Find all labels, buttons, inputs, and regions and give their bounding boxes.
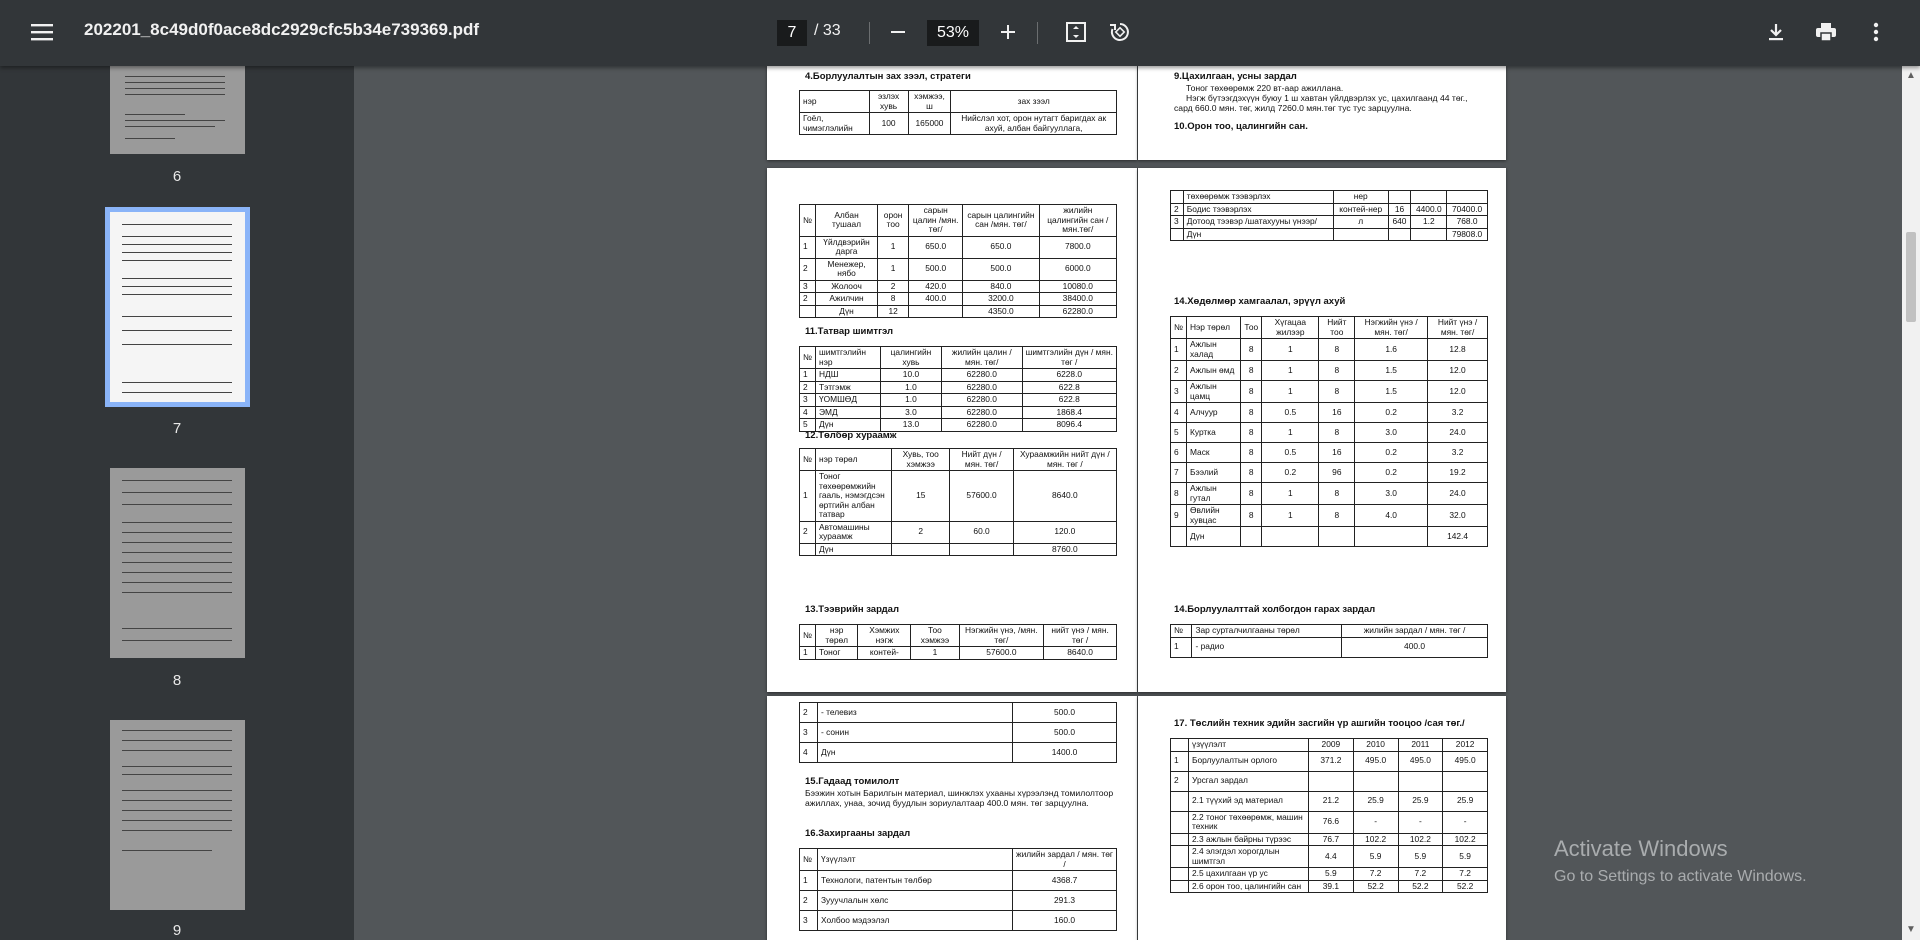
section-title: 15.Гадаад томилолт (805, 776, 900, 787)
thumbnail-label: 7 (172, 420, 182, 437)
scroll-down-arrow-icon[interactable]: ▼ (1906, 924, 1916, 935)
section-title: 9.Цахилгаан, усны зардал (1174, 71, 1297, 82)
pdf-page (767, 168, 1137, 692)
toolbar-divider (869, 22, 870, 44)
main-scroll-thumb[interactable] (1906, 232, 1916, 322)
thumbnail-page-9[interactable] (110, 720, 245, 910)
page-total: / 33 (814, 22, 841, 39)
section-title: 12.Төлбөр хураамж (805, 430, 897, 441)
thumbnail-page-8[interactable] (110, 468, 245, 658)
zoom-out-icon[interactable] (878, 12, 918, 52)
toolbar-divider (1037, 22, 1038, 44)
staff-table: № Албан тушаал орон тоо сарын цалин /мян. төг/ сарын цалингийн сан /мян. төг/ жилийн цалингийн сан /мян.төг/ 1 Үйлдвэрийн дарга 1 650.0 650.0 7800.0 2 Менежер, нябо 1 500.0 500.0 6000.0 3 Жолооч 2 420.0 840.0 10080.0 2 Ажилчин 8 400.0 3200.0 38400.0 Дүн 12 4350.0 62280.0 (799, 204, 1117, 318)
pdf-viewer-area (354, 66, 1920, 940)
thumbnail-label: 8 (172, 672, 182, 689)
paragraph: Тоног төхөөрөмж 220 вт-аар ажиллана. (1186, 83, 1344, 93)
pdf-toolbar (0, 0, 1920, 66)
section-title: 14.Борлуулалттай холбогдон гарах зардал (1174, 604, 1376, 615)
safety-table: № Нэр төрөл Тоо Хүгацаа жилээр Нийт тоо Нэгжийн үнэ /мян. төг/ Нийт үнэ /мян. төг/ 1 Ажлын халад 8 1 8 1.6 12.8 2 Ажлын өмд 8 1 8 1.5 12.0 3 Ажлын цамц 8 1 8 1.5 12.0 4 Алчуур 8 0.5 16 0.2 3.2 5 Куртка 8 1 8 3.0 24.0 6 Маск 8 0.5 16 0.2 3.2 7 Бээлий 8 0.2 96 0.2 19.2 8 Ажлын гутал 8 1 8 3.0 24.0 9 Өвлийн хувцас 8 1 8 4.0 32.0 Дүн 142.4 (1170, 316, 1488, 547)
transport-cont-table: төхөөрөмж тээвэрлэх нер 2 Бодис тээвэрлэх контей-нер 16 4400.0 70400.0 3 Дотоод тээвэр /шатахууны үнээр/ л 640 1.2 768.0 Дүн 79808.0 (1170, 190, 1488, 241)
admin-table: № Үзүүлэлт жилийн зардал / мян. төг / 1 Технологи, патентын төлбөр 4368.7 2 Зууучлалын хөлс 291.3 3 Холбоо мэдээлэл 160.0 (799, 848, 1117, 931)
pdf-page (767, 66, 1137, 160)
tax-table: № шимтгэлийн нэр цалингийн хувь жилийн цалин /мян. төг/ шимтгэлийн дүн / мян. төг / 1 НДШ 10.0 62280.0 6228.0 2 Тэтгэмж 1.0 62280.0 622.8 3 ҮОМШӨД 1.0 62280.0 622.8 4 ЭМД 3.0 62280.0 1868.4 5 Дүн 13.0 62280.0 8096.4 (799, 346, 1117, 432)
activation-watermark-subtitle: Go to Settings to activate Windows. (1554, 868, 1807, 885)
main-scrollbar[interactable] (1902, 66, 1920, 940)
thumbnail-sidebar (0, 66, 354, 940)
section-title: 14.Хөдөлмөр хамгаалал, эрүүл ахуй (1174, 296, 1346, 307)
thumbnail-page-7[interactable] (110, 212, 245, 402)
paragraph: Нэгж бүтээгдэхүүн буюу 1 ш хавтан үйлдвэрлэх ус, цахилгаанд 44 төг., (1186, 93, 1468, 103)
thumbnail-label: 6 (172, 168, 182, 185)
paragraph: Бээжин хотын Барилгын материал, шинжлэх ухааны хүрээлэнд томилолтоор ажиллах, унаа, зочид буудлын зориулалтаар 400.0 мян. төг зарцуулна. (805, 788, 1114, 808)
zoom-input[interactable]: 53% (927, 20, 979, 46)
pdf-page (767, 696, 1137, 940)
section-title: 13.Тээврийн зардал (805, 604, 899, 615)
rotate-icon[interactable] (1100, 12, 1140, 52)
pdf-page (1138, 168, 1506, 692)
fit-page-icon[interactable] (1056, 12, 1096, 52)
section-title: 4.Борлуулалтын зах зээл, стратеги (805, 71, 971, 82)
zoom-in-icon[interactable] (988, 12, 1028, 52)
more-vert-icon[interactable] (1856, 12, 1896, 52)
fee-table: № нэр төрөл Хувь, тоо хэмжээ Нийт дүн /мян. төг/ Хураамжийн нийт дүн / мян. төг / 1 Тоног төхөөрөмжийн гааль, нэмэгдсэн өртгийн албан татвар 15 57600.0 8640.0 2 Автомашины хураамж 2 60.0 120.0 Дүн 8760.0 (799, 448, 1117, 556)
pdf-page (1138, 66, 1506, 160)
thumbnail-label: 9 (172, 922, 182, 939)
pdf-page (1138, 696, 1506, 940)
transport-table: № нэр төрөл Хэмжих нэгж Тоо хэмжээ Нэгжийн үнэ, /мян. төг/ нийт үнэ / мян. төг / 1 Тоног контей- 1 57600.0 8640.0 (799, 624, 1117, 660)
market-table: нэр эзлэх хувь хэмжээ, ш зах зээл Гоёл, чимэглэлийн 100 165000 Нийслэл хот, орон нутагт баригдах ак ахуй, албан байгууллага, (799, 90, 1117, 135)
document-title: 202201_8c49d0f0ace8dc2929cfc5b34e739369.pdf (84, 20, 480, 39)
menu-icon[interactable] (22, 12, 62, 52)
print-icon[interactable] (1806, 12, 1846, 52)
ads-cont-table: 2 - телевиз 500.0 3 - сонин 500.0 4 Дүн 1400.0 (799, 702, 1117, 763)
activation-watermark-title: Activate Windows (1554, 836, 1728, 861)
econ-table: үзүүлэлт 2009 2010 2011 2012 1 Борлуулалтын орлого 371.2 495.0 495.0 495.0 2 Урсгал зардал 2.1 түүхий эд материал 21.2 25.9 25.9 25.9 2.2 тоног төхөөрөмж, машин техник 76.6 - - - 2.3 ажлын байрны түрээс 76.7 102.2 102.2 102.2 2.4 элэгдэл хорогдлын шимтгэл 4.4 5.9 5.9 5.9 2.5 цахилгаан үр ус 5.9 7.2 7.2 7.2 2.6 орон тоо, цалингийн сан 39.1 52.2 52.2 52.2 (1170, 738, 1488, 893)
ads-table: № Зар сурталчилгааны төрөл жилийн зардал / мян. төг / 1 - радио 400.0 (1170, 624, 1488, 658)
download-icon[interactable] (1756, 12, 1796, 52)
scroll-up-arrow-icon[interactable]: ▲ (1906, 70, 1916, 81)
section-title: 10.Орон тоо, цалингийн сан. (1174, 121, 1308, 132)
section-title: 17. Төслийн техник эдийн засгийн үр ашгийн тооцоо /сая төг./ (1174, 718, 1465, 729)
thumbnail-page-6[interactable] (110, 66, 245, 154)
paragraph: сард 660.0 мян. төг, жилд 7260.0 мян.төг тус тус зарцуулна. (1174, 103, 1412, 113)
section-title: 11.Татвар шимтгэл (805, 326, 894, 337)
page-number-input[interactable]: 7 (777, 20, 807, 46)
section-title: 16.Захиргааны зардал (805, 828, 911, 839)
